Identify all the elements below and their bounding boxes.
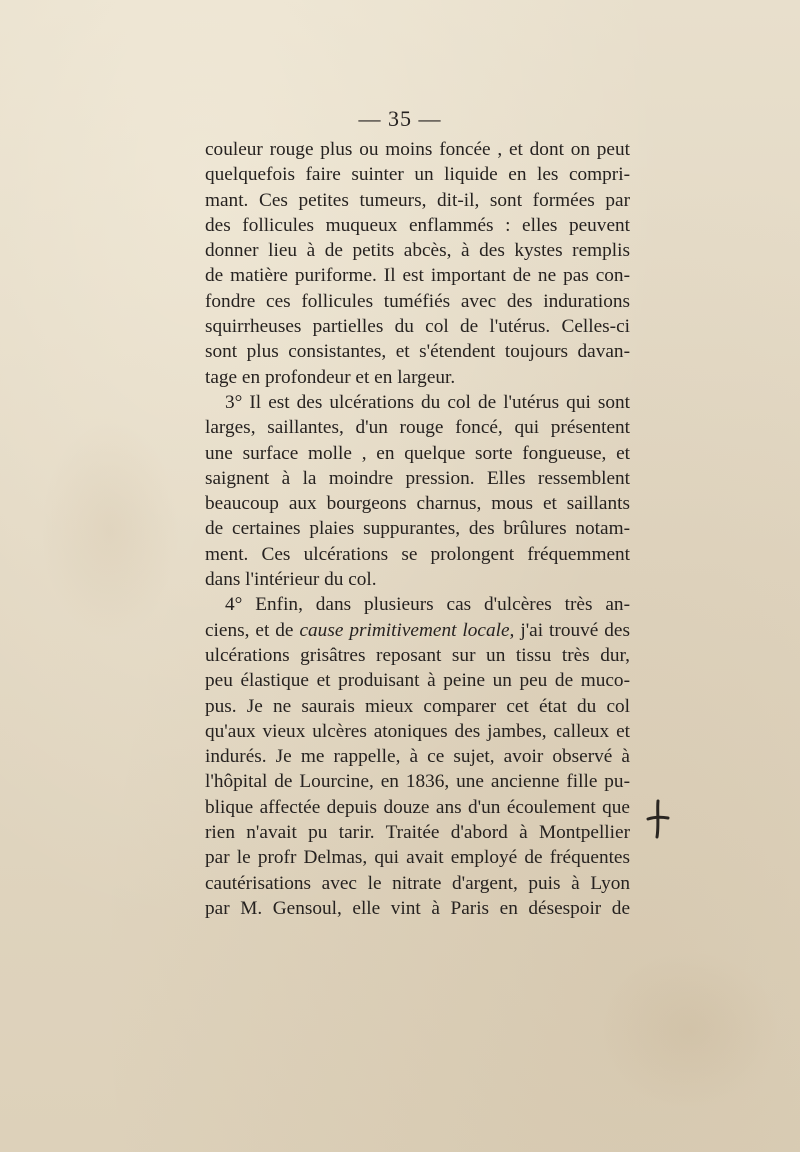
body-text	[205, 137, 630, 921]
text-line: donner lieu à de petits abcès, à des kystes remplis	[205, 240, 630, 262]
italic-phrase: cause primitivement locale,	[299, 619, 515, 641]
text-line: peu élastique et produisant à peine un peu de muco-	[205, 670, 630, 692]
text-line: fondre ces follicules tuméfiés avec des indurations	[205, 290, 630, 312]
paper-stain	[600, 950, 780, 1110]
cross-mark-icon	[646, 799, 670, 839]
text-line: squirrheuses partielles du col de l'utérus. Celles-ci	[205, 316, 630, 338]
text-line: une surface molle , en quelque sorte fongueuse, et	[205, 442, 630, 464]
text-line: beaucoup aux bourgeons charnus, mous et saillants	[205, 493, 630, 515]
text-line: dans l'intérieur du col.	[205, 569, 377, 591]
paragraph-start-line: 4° Enfin, dans plusieurs cas d'ulcères très an-	[225, 594, 630, 616]
text-line: quelquefois faire suinter un liquide en les compri-	[205, 164, 630, 186]
text-line: ment. Ces ulcérations se prolongent fréquemment	[205, 543, 630, 565]
text-line: tage en profondeur et en largeur.	[205, 366, 456, 388]
text-line-with-italic	[205, 618, 630, 643]
text-line: indurés. Je me rappelle, à ce sujet, avoir observé à	[205, 746, 630, 768]
text-line: par le profr Delmas, qui avait employé de fréquentes	[205, 847, 630, 869]
text-line: ulcérations grisâtres reposant sur un tissu très dur,	[205, 644, 630, 666]
text-line: l'hôpital de Lourcine, en 1836, une ancienne fille pu-	[205, 771, 630, 793]
text-line: par M. Gensoul, elle vint à Paris en désespoir de	[205, 897, 630, 919]
text-line: des follicules muqueux enflammés : elles peuvent	[205, 214, 630, 236]
text-line: cautérisations avec le nitrate d'argent, puis à Lyon	[205, 872, 630, 894]
text-line: mant. Ces petites tumeurs, dit-il, sont formées par	[205, 189, 630, 211]
text-line: de certaines plaies suppurantes, des brûlures notam-	[205, 518, 630, 540]
page-number: — 35 —	[358, 106, 442, 131]
text-line: saignent à la moindre pression. Elles ressemblent	[205, 467, 630, 489]
text-line: couleur rouge plus ou moins foncée , et dont on peut	[205, 139, 630, 160]
text-line: de matière puriforme. Il est important de ne pas con-	[205, 265, 630, 287]
paragraph-start-line: 3° Il est des ulcérations du col de l'utérus qui sont	[225, 391, 630, 413]
text-segment: j'ai trouvé des	[520, 619, 630, 641]
text-segment: ciens, et de	[205, 619, 294, 641]
text-line: rien n'avait pu tarir. Traitée d'abord à Montpellier	[205, 822, 630, 844]
text-line: sont plus consistantes, et s'étendent toujours davan-	[205, 341, 630, 363]
text-line: blique affectée depuis douze ans d'un écoulement que	[205, 796, 630, 818]
text-line: larges, saillantes, d'un rouge foncé, qui présentent	[205, 417, 630, 439]
text-line: pus. Je ne saurais mieux comparer cet état du col	[205, 695, 630, 717]
paper-stain	[40, 420, 180, 640]
text-line: qu'aux vieux ulcères atoniques des jambes, calleux et	[205, 720, 630, 742]
